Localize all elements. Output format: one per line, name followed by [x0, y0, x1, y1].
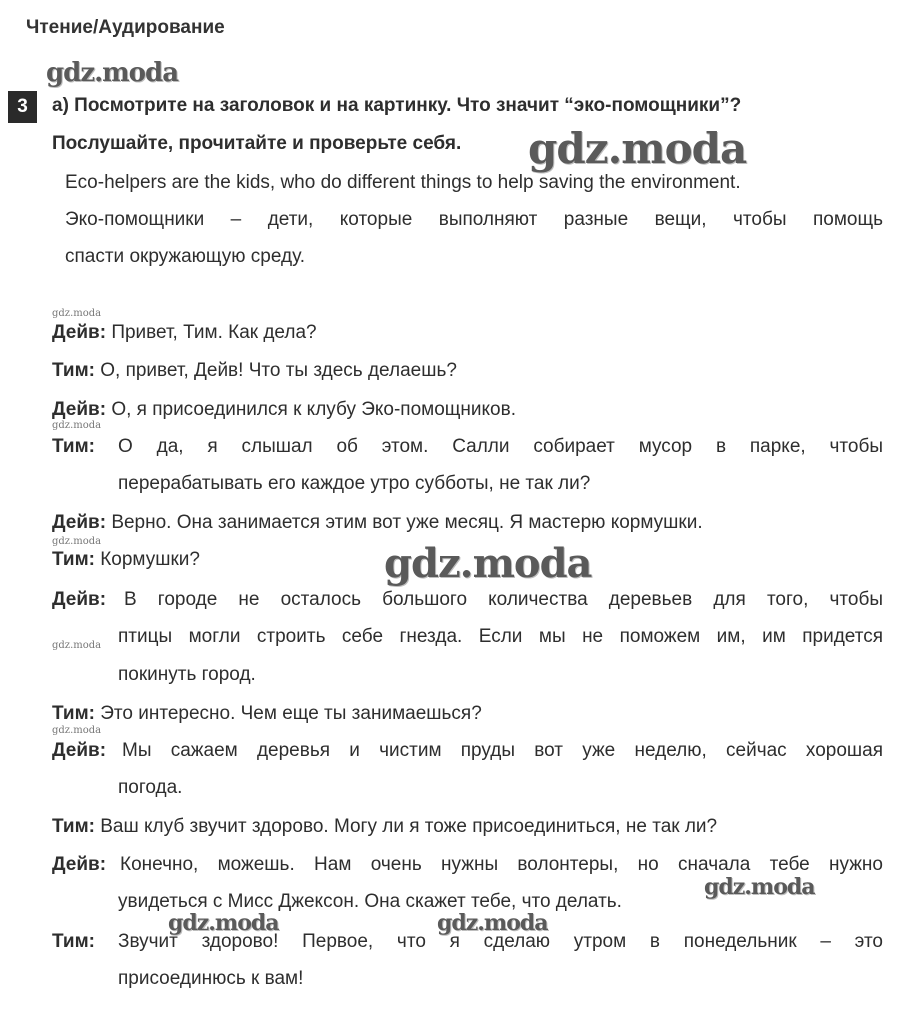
- speaker-name: Тим:: [52, 549, 95, 570]
- replica-text: увидеться с Мисс Джексон. Она скажет тебе, что делать.: [118, 891, 622, 912]
- watermark-logo: gdz.moda: [52, 308, 102, 319]
- replica-text: покинуть город.: [118, 664, 256, 685]
- watermark-logo: gdz.moda: [384, 540, 592, 587]
- watermark-logo: gdz.moda: [52, 536, 102, 547]
- speaker-name: Тим:: [52, 436, 95, 457]
- speaker-name: Дейв:: [52, 512, 107, 533]
- answer-english: Eco-helpers are the kids, who do different things to help saving the environment.: [65, 172, 741, 193]
- replica-text: перерабатывать его каждое утро субботы, не так ли?: [118, 473, 591, 494]
- replica-text: В городе не осталось большого количества деревьев для того, чтобы: [124, 589, 883, 610]
- speaker-name: Дейв:: [52, 854, 107, 875]
- replica-text: Ваш клуб звучит здорово. Могу ли я тоже присоединиться, не так ли?: [100, 816, 718, 837]
- watermark-logo: gdz.moda: [168, 910, 279, 936]
- watermark-logo: gdz.moda: [704, 874, 815, 900]
- speaker-name: Тим:: [52, 816, 95, 837]
- replica-text: О, я присоединился к клубу Эко-помощников.: [111, 399, 516, 420]
- watermark-logo: gdz.moda: [437, 910, 548, 936]
- section-title: Чтение/Аудирование: [26, 17, 225, 38]
- replica-text: О, привет, Дейв! Что ты здесь делаешь?: [100, 360, 457, 381]
- replica-text: Мы сажаем деревья и чистим пруды вот уже неделю, сейчас хорошая: [122, 740, 883, 761]
- speaker-name: Дейв:: [52, 399, 107, 420]
- dialogue-line: [52, 512, 703, 534]
- task-instruction-line2: Послушайте, прочитайте и проверьте себя.: [52, 133, 462, 154]
- speaker-name: Дейв:: [52, 740, 107, 761]
- speaker-name: Тим:: [52, 931, 95, 952]
- dialogue-line: [52, 360, 457, 382]
- replica-text: О да, я слышал об этом. Салли собирает мусор в парке, чтобы: [118, 436, 883, 457]
- dialogue-line: [52, 399, 516, 421]
- replica-text: Это интересно. Чем еще ты занимаешься?: [100, 703, 482, 724]
- watermark-logo: gdz.moda: [52, 420, 102, 431]
- watermark-logo: gdz.moda: [52, 725, 102, 736]
- speaker-name: Дейв:: [52, 589, 107, 610]
- replica-text: погода.: [118, 777, 183, 798]
- replica-text: Конечно, можешь. Нам очень нужны волонтеры, но сначала тебе нужно: [120, 854, 883, 875]
- dialogue-line: [52, 703, 482, 725]
- watermark-logo: gdz.moda: [528, 124, 747, 173]
- replica-text: присоединюсь к вам!: [118, 968, 304, 989]
- replica-text: Верно. Она занимается этим вот уже месяц. Я мастерю кормушки.: [111, 512, 703, 533]
- answer-russian-line1: Эко-помощники – дети, которые выполняют разные вещи, чтобы помощь: [65, 209, 883, 230]
- dialogue-line: [52, 549, 200, 571]
- dialogue-line: [52, 322, 317, 344]
- speaker-name: Тим:: [52, 360, 95, 381]
- speaker-name: Дейв:: [52, 322, 107, 343]
- task-instruction-line1: a) Посмотрите на заголовок и на картинку. Что значит “эко-помощники”?: [52, 95, 742, 116]
- replica-text: Привет, Тим. Как дела?: [111, 322, 317, 343]
- replica-text: Звучит здорово! Первое, что я сделаю утром в понедельник – это: [118, 931, 883, 952]
- replica-text: Кормушки?: [100, 549, 200, 570]
- watermark-logo: gdz.moda: [46, 58, 179, 88]
- watermark-logo: gdz.moda: [52, 640, 102, 651]
- replica-text: птицы могли строить себе гнезда. Если мы не поможем им, им придется: [118, 626, 883, 647]
- answer-russian-line2: спасти окружающую среду.: [65, 246, 305, 267]
- dialogue-line: [52, 816, 717, 838]
- speaker-name: Тим:: [52, 703, 95, 724]
- task-number-badge: 3: [8, 91, 37, 123]
